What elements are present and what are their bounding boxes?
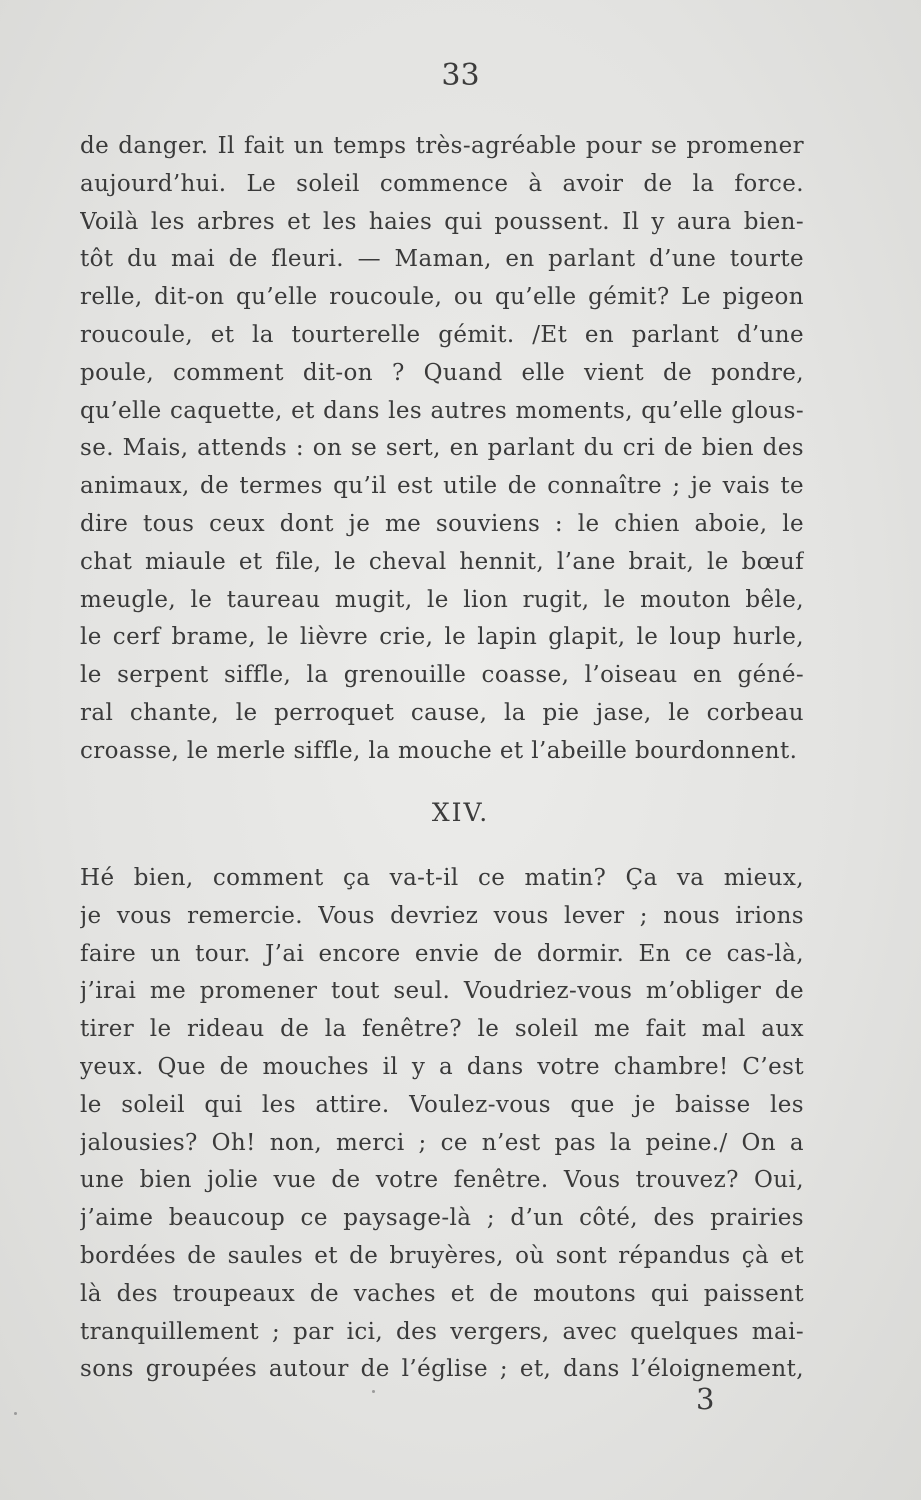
paper-speck <box>14 1412 17 1415</box>
text-line: je vous remercie. Vous devriez vous lever ; nous irions <box>80 902 804 929</box>
text-line: bordées de saules et de bruyères, où sont répandus çà et <box>80 1242 804 1269</box>
text-line: dire tous ceux dont je me souviens : le chien aboie, le <box>80 510 804 537</box>
text-line: meugle, le taureau mugit, le lion rugit, le mouton bêle, <box>80 586 804 613</box>
text-line: ral chante, le perroquet cause, la pie jase, le corbeau <box>80 699 804 726</box>
paragraph-section-xiv <box>80 860 804 1389</box>
text-line: Hé bien, comment ça va-t-il ce matin? Ça va mieux, <box>80 865 804 891</box>
text-line: jalousies? Oh! non, merci ; ce n’est pas la peine./ On a <box>80 1129 804 1156</box>
text-line: sons groupées autour de l’église ; et, dans l’éloignement, <box>80 1356 804 1383</box>
paragraph-continued <box>80 128 804 771</box>
text-line: yeux. Que de mouches il y a dans votre chambre! C’est <box>80 1053 804 1080</box>
text-line: tôt du mai de fleuri. — Maman, en parlant d’une tourte <box>80 246 804 273</box>
text-line: chat miaule et file, le cheval hennit, l’ane brait, le bœuf <box>80 548 804 575</box>
text-line: le cerf brame, le lièvre crie, le lapin glapit, le loup hurle, <box>80 624 804 651</box>
page-number: 33 <box>441 58 480 93</box>
text-line: une bien jolie vue de votre fenêtre. Vous trouvez? Oui, <box>80 1167 804 1194</box>
text-line: tranquillement ; par ici, des vergers, avec quelques mai- <box>80 1318 804 1345</box>
text-line: se. Mais, attends : on se sert, en parlant du cri de bien des <box>80 435 804 462</box>
text-line: tirer le rideau de la fenêtre? le soleil me fait mal aux <box>80 1016 804 1043</box>
text-line: poule, comment dit-on ? Quand elle vient de pondre, <box>80 359 804 386</box>
text-line: là des troupeaux de vaches et de moutons qui paissent <box>80 1280 804 1307</box>
text-line: aujourd’hui. Le soleil commence à avoir de la force. <box>80 170 804 197</box>
signature-mark: 3 <box>696 1382 715 1416</box>
text-line: relle, dit-on qu’elle roucoule, ou qu’elle gémit? Le pigeon <box>80 284 804 311</box>
text-line: j’aime beaucoup ce paysage-là ; d’un côté, des prairies <box>80 1205 804 1232</box>
section-heading: XIV. <box>431 798 490 827</box>
text-line: j’irai me promener tout seul. Voudriez-vous m’obliger de <box>80 978 804 1005</box>
text-line: le serpent siffle, la grenouille coasse, l’oiseau en géné- <box>80 662 804 689</box>
text-line: croasse, le merle siffle, la mouche et l’abeille bourdonnent. <box>80 737 798 764</box>
text-line: animaux, de termes qu’il est utile de connaître ; je vais te <box>80 473 804 500</box>
text-line: qu’elle caquette, et dans les autres moments, qu’elle glous- <box>80 397 804 424</box>
text-line: de danger. Il fait un temps très-agréable pour se promener <box>80 133 804 159</box>
text-line: Voilà les arbres et les haies qui poussent. Il y aura bien- <box>80 208 804 235</box>
paper-speck <box>372 1390 375 1393</box>
text-line: faire un tour. J’ai encore envie de dormir. En ce cas-là, <box>80 940 804 967</box>
text-line: le soleil qui les attire. Voulez-vous que je baisse les <box>80 1091 804 1118</box>
text-line: roucoule, et la tourterelle gémit. /Et en parlant d’une <box>80 321 804 348</box>
